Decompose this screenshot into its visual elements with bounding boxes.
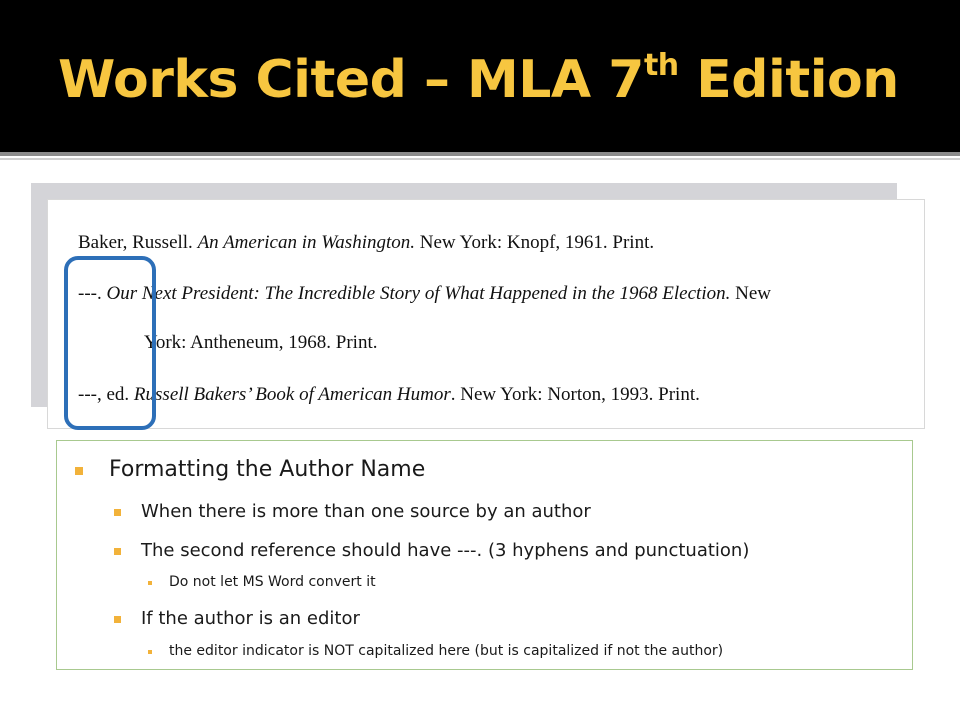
title-divider	[0, 152, 960, 156]
title-suffix: Edition	[678, 50, 899, 110]
citation-line: York: Antheneum, 1968. Print.	[144, 332, 378, 353]
bullet-note: Do not let MS Word convert it	[169, 574, 376, 590]
bullet-heading: Formatting the Author Name	[109, 457, 426, 482]
citation-line: ---. Our Next President: The Incredible Story of What Happened in the 1968 Election. New	[78, 283, 771, 304]
title-superscript: th	[643, 48, 679, 83]
bullet-list-box	[56, 440, 913, 670]
bullet-sub: When there is more than one source by an author	[141, 501, 591, 522]
bullet-icon	[148, 581, 152, 585]
title-divider-thin	[0, 158, 960, 160]
bullet-icon	[114, 548, 121, 555]
title-main: Works Cited – MLA 7	[58, 50, 644, 110]
citation-line: ---, ed. Russell Bakers’ Book of American Humor. New York: Norton, 1993. Print.	[78, 384, 700, 405]
bullet-icon	[114, 616, 121, 623]
bullet-sub: If the author is an editor	[141, 608, 360, 629]
citation-line: Baker, Russell. An American in Washington. New York: Knopf, 1961. Print.	[78, 232, 655, 253]
slide-title	[58, 48, 899, 110]
citation-example-image	[47, 199, 925, 429]
bullet-icon	[114, 509, 121, 516]
hyphen-highlight-box	[64, 256, 156, 430]
bullet-icon	[148, 650, 152, 654]
bullet-sub: The second reference should have ---. (3 hyphens and punctuation)	[141, 540, 750, 561]
title-bar	[0, 0, 960, 152]
bullet-note: the editor indicator is NOT capitalized here (but is capitalized if not the author)	[169, 643, 724, 659]
bullet-icon	[75, 467, 83, 475]
